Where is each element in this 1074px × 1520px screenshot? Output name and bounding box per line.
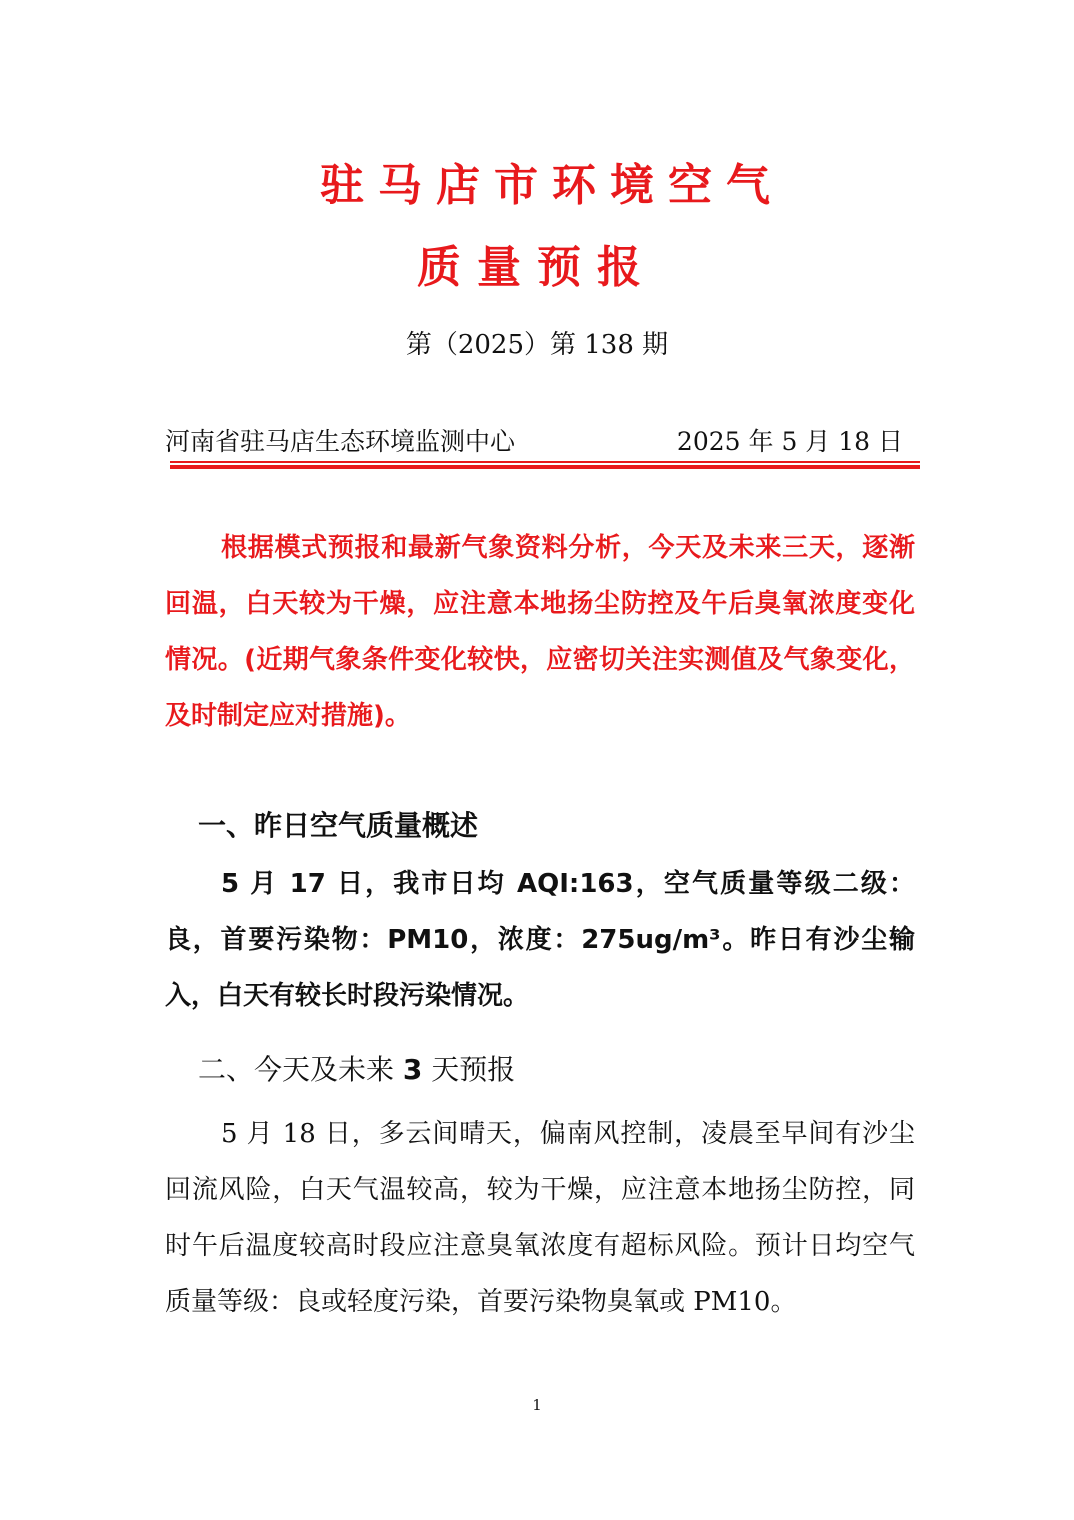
section1-heading: 一、昨日空气质量概述 — [198, 809, 479, 842]
section2-heading-number: 3 — [402, 1053, 423, 1086]
issuer-line — [165, 424, 915, 460]
intro-paragraph: 根据模式预报和最新气象资料分析，今天及未来三天，逐渐回温，白天较为干燥，应注意本地扬尘防控及午后臭氧浓度变化情况。(近期气象条件变化较快，应密切关注实测值及气象变化，及时制定应对措施)。 — [165, 533, 915, 731]
section1-body: 5 月 17 日，我市日均 AQI:163，空气质量等级二级：良，首要污染物：PM10，浓度：275ug/m³。昨日有沙尘输入，白天有较长时段污染情况。 — [165, 869, 915, 1011]
section2-heading-suffix: 天预报 — [422, 1053, 516, 1086]
section2-heading-prefix: 二、今天及未来 — [198, 1053, 403, 1086]
issuer-name: 河南省驻马店生态环境监测中心 — [165, 427, 516, 456]
document-title-line1: 驻马店市环境空气 — [320, 160, 784, 211]
document-title-line2: 质量预报 — [417, 242, 657, 293]
page-number: 1 — [532, 1396, 542, 1414]
section2-heading — [198, 1050, 515, 1090]
issue-date: 2025 年 5 月 18 日 — [676, 427, 903, 456]
header-divider-thin — [170, 461, 920, 463]
issue-number: 第（2025）第 138 期 — [405, 330, 669, 360]
header-divider-thick — [170, 465, 920, 469]
section2-body: 5 月 18 日，多云间晴天，偏南风控制，凌晨至早间有沙尘回流风险，白天气温较高，较为干燥，应注意本地扬尘防控，同时午后温度较高时段应注意臭氧浓度有超标风险。预计日均空气质量等级：良或轻度污染，首要污染物臭氧或 PM10。 — [165, 1119, 915, 1317]
